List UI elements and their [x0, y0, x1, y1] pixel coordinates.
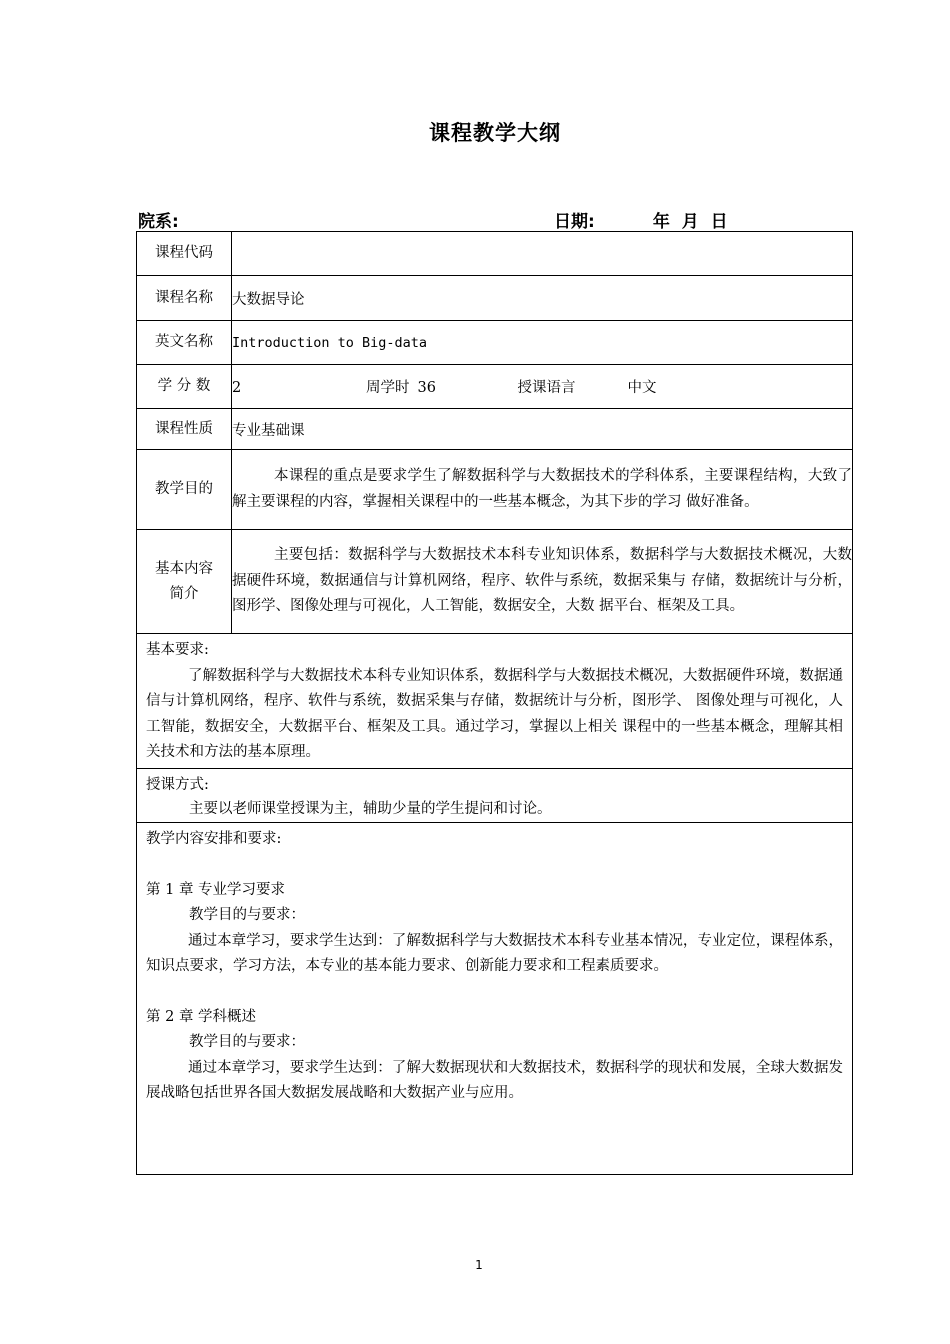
date-field	[554, 207, 728, 231]
weekly-hours-value: 36	[417, 380, 436, 396]
content-summary-text: 主要包括：数据科学与大数据技术本科专业知识体系，数据科学与大数据技术概况，大数据硬件环境，数据通信与计算机网络，程序、软件与系统，数据采集与 存储，数据统计与分析，图形学、图像处理与可视化，人工智能，数据安全，大数 据平台、框架及工具。	[232, 547, 852, 615]
chapter-1-subheading: 教学目的与要求：	[189, 907, 305, 923]
language-label: 授课语言	[517, 380, 576, 396]
credits-label: 学 分 数	[137, 365, 232, 409]
chapter-1-text: 通过本章学习，要求学生达到：了解数据科学与大数据技术本科专业基本情况，专业定位，课程体系，知识点要求，学习方法，本专业的基本能力要求、创新能力要求和工程素质要求。	[146, 932, 843, 974]
page-title: 课程教学大纲	[429, 121, 561, 145]
credits-row-values	[232, 365, 853, 409]
course-name-value: 大数据导论	[232, 276, 853, 321]
syllabus-table	[136, 231, 853, 1175]
language-value: 中文	[627, 380, 657, 396]
date-placeholder: 年 月 日	[652, 212, 728, 232]
english-name-label: 英文名称	[137, 321, 232, 365]
date-label: 日期:	[554, 212, 595, 232]
weekly-hours-label: 周学时	[366, 380, 410, 396]
content-arrangement-section	[137, 823, 852, 1109]
course-name-label: 课程名称	[137, 276, 232, 321]
department-field	[138, 207, 179, 231]
table-row-content-arrangement	[137, 823, 853, 1175]
chapter-2-text: 通过本章学习，要求学生达到：了解大数据现状和大数据技术，数据科学的现状和发展，全球大数据发展战略包括世界各国大数据发展战略和大数据产业与应用。	[146, 1059, 843, 1101]
table-row-content-summary	[137, 530, 853, 634]
course-nature-label: 课程性质	[137, 409, 232, 450]
table-row-teaching-method	[137, 768, 853, 823]
table-row-english-name	[137, 321, 853, 365]
basic-requirements-heading: 基本要求:	[146, 642, 209, 658]
chapter-2-title: 第 2 章 学科概述	[146, 1008, 257, 1025]
content-summary-label-line2: 简介	[169, 585, 199, 602]
course-nature-value: 专业基础课	[232, 409, 853, 450]
teaching-purpose-label: 教学目的	[137, 450, 232, 530]
course-code-label: 课程代码	[137, 232, 232, 276]
table-row-credits	[137, 365, 853, 409]
table-row-course-nature	[137, 409, 853, 450]
course-code-value	[232, 232, 853, 276]
content-arrangement-heading: 教学内容安排和要求:	[146, 831, 282, 847]
page-number: 1	[475, 1258, 483, 1272]
teaching-method-heading: 授课方式:	[146, 776, 209, 793]
english-name-value: Introduction to Big-data	[232, 321, 853, 365]
table-row-course-code	[137, 232, 853, 276]
table-row-teaching-purpose	[137, 450, 853, 530]
teaching-method-section	[137, 769, 852, 823]
credits-value: 2	[232, 380, 242, 396]
department-label: 院系:	[138, 212, 179, 232]
basic-requirements-section	[137, 634, 852, 768]
content-summary-label	[137, 530, 232, 634]
chapter-1-title: 第 1 章 专业学习要求	[146, 881, 286, 898]
table-row-course-name	[137, 276, 853, 321]
chapter-2-subheading: 教学目的与要求：	[189, 1034, 305, 1050]
teaching-method-text: 主要以老师课堂授课为主，辅助少量的学生提问和讨论。	[189, 801, 552, 817]
table-row-basic-requirements	[137, 634, 853, 769]
teaching-purpose-text: 本课程的重点是要求学生了解数据科学与大数据技术的学科体系，主要课程结构，大致了解主要课程的内容，掌握相关课程中的一些基本概念，为其下步的学习 做好准备。	[232, 468, 852, 510]
content-summary-label-line1: 基本内容	[155, 560, 213, 577]
basic-requirements-text: 了解数据科学与大数据技术本科专业知识体系，数据科学与大数据技术概况，大数据硬件环境，数据通信与计算机网络，程序、软件与系统，数据采集与存储，数据统计与分析，图形学、 图像处理与可视化，人工智能，数据安全，大数据平台、框架及工具。通过学习，掌握以上相关 课程中的一些基本概念，理解其相关技术和方法的基本原理。	[146, 667, 843, 760]
